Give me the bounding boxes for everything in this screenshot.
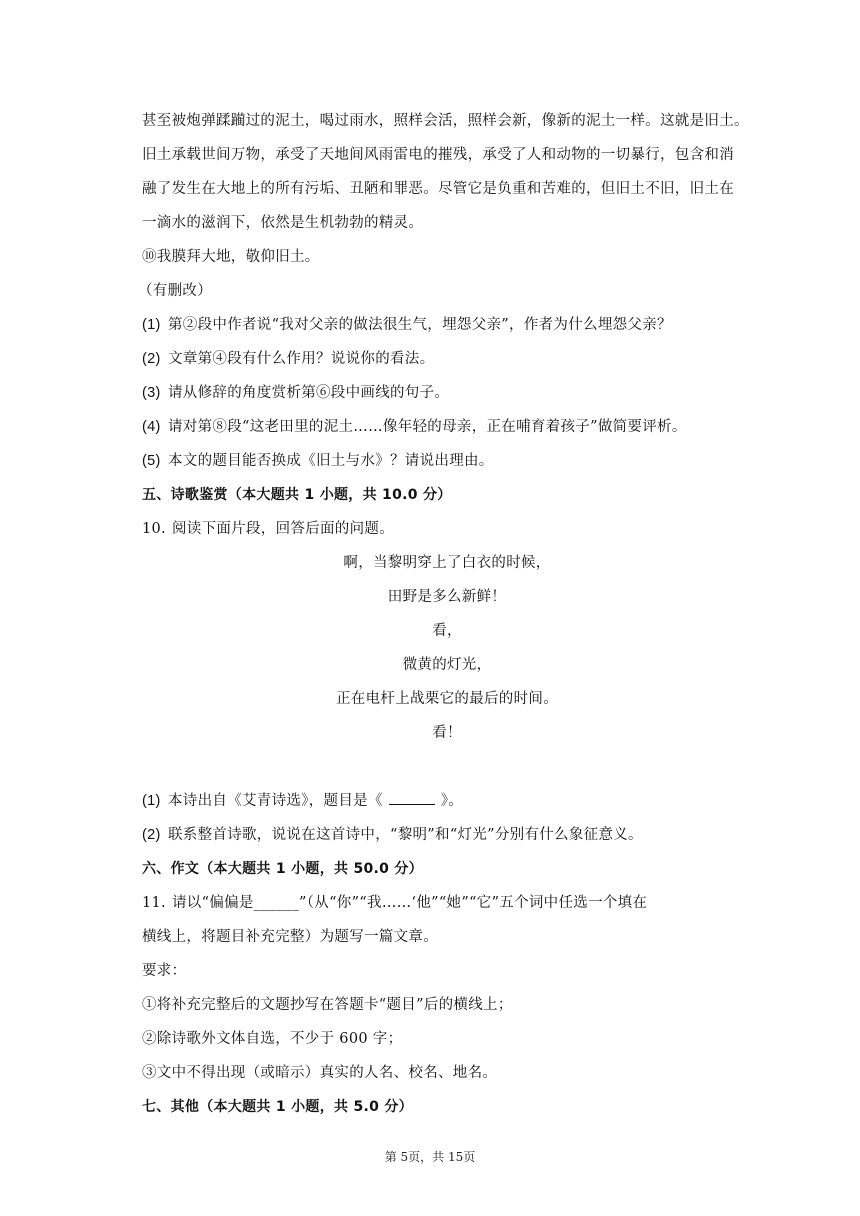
sub-question-text: 请对第⑧段“这老田里的泥土……像年轻的母亲，正在哺育着孩子”做简要评析。 [168, 419, 687, 435]
poem-line: 看！ [432, 725, 462, 741]
sub-question-number: (5) [142, 453, 161, 469]
answer-blank[interactable] [389, 790, 435, 805]
sub-question-text: 文章第④段有什么作用？说说你的看法。 [168, 351, 435, 367]
sub-question-number: (3) [142, 385, 161, 401]
sub-question-number: (2) [142, 827, 161, 843]
section-6-heading: 六、作文（本大题共 1 小题，共 50.0 分） [142, 861, 423, 877]
sub-question-text: 本诗出自《艾青诗选》，题目是《 [168, 793, 383, 809]
sub-question-text: 联系整首诗歌，说说在这首诗中，“黎明”和“灯光”分别有什么象征意义。 [168, 827, 643, 843]
requirement-item: ②除诗歌外文体自选，不少于 600 字； [142, 1031, 403, 1047]
question-number: 11. [142, 895, 166, 911]
paragraph-10: ⑩我膜拜大地，敬仰旧土。 [142, 249, 320, 265]
sub-question-number: (1) [142, 793, 161, 809]
question-number: 10. [142, 521, 166, 537]
passage-line: 旧土承载世间万物，承受了天地间风雨雷电的摧残，承受了人和动物的一切暴行，包含和消 [142, 147, 734, 163]
poem-line: 正在电杆上战栗它的最后的时间。 [336, 691, 558, 707]
sub-question-text: 第②段中作者说“我对父亲的做法很生气，埋怨父亲”，作者为什么埋怨父亲？ [168, 317, 672, 333]
requirement-item: ①将补充完整后的文题抄写在答题卡“题目”后的横线上； [142, 997, 513, 1013]
sub-question-number: (1) [142, 317, 161, 333]
question-9-sub-2 [142, 342, 752, 376]
requirements-label: 要求： [142, 963, 187, 979]
sub-question-text: 请从修辞的角度赏析第⑥段中画线的句子。 [168, 385, 450, 401]
question-10-sub-2 [142, 818, 752, 852]
requirement-item: ③文中不得出现（或暗示）真实的人名、校名、地名。 [142, 1065, 498, 1081]
passage-line: 甚至被炮弹蹂躏过的泥土，喝过雨水，照样会活，照样会新，像新的泥土一样。这就是旧土。 [142, 113, 749, 129]
section-5-heading: 五、诗歌鉴赏（本大题共 1 小题，共 10.0 分） [142, 487, 452, 503]
page-content [138, 104, 752, 1124]
question-9-sub-3 [142, 376, 752, 410]
poem-line: 啊，当黎明穿上了白衣的时候， [343, 555, 551, 571]
sub-question-text-end: 》。 [440, 793, 464, 809]
question-10 [142, 512, 752, 546]
poem-line: 看， [432, 623, 462, 639]
question-9-sub-1 [142, 308, 752, 342]
sub-question-number: (4) [142, 419, 161, 435]
sub-question-number: (2) [142, 351, 161, 367]
spacer [142, 750, 752, 784]
question-11 [142, 886, 752, 920]
question-9-sub-4 [142, 410, 752, 444]
edit-note: （有删改） [138, 283, 212, 299]
passage-line: 融了发生在大地上的所有污垢、丑陋和罪恶。尽管它是负重和苦难的，但旧土不旧，旧土在 [142, 181, 734, 197]
poem-line: 田野是多么新鲜！ [387, 589, 507, 605]
question-9-sub-5 [142, 444, 752, 478]
sub-question-text: 本文的题目能否换成《旧土与水》？请说出理由。 [168, 453, 494, 469]
poem-line: 微黄的灯光， [402, 657, 492, 673]
question-text: 请以“偏偏是______”（从“你”“我……‘他”“她”“它”五个词中任选一个填在 [172, 895, 648, 911]
section-7-heading: 七、其他（本大题共 1 小题，共 5.0 分） [142, 1099, 413, 1115]
question-10-sub-1 [142, 784, 752, 818]
page-footer: 第 5页，共 15页 [384, 1150, 476, 1164]
question-11-continued: 横线上，将题目补充完整）为题写一篇文章。 [142, 929, 438, 945]
passage-line: 一滴水的滋润下，依然是生机勃勃的精灵。 [142, 215, 424, 231]
question-text: 阅读下面片段，回答后面的问题。 [172, 521, 394, 537]
